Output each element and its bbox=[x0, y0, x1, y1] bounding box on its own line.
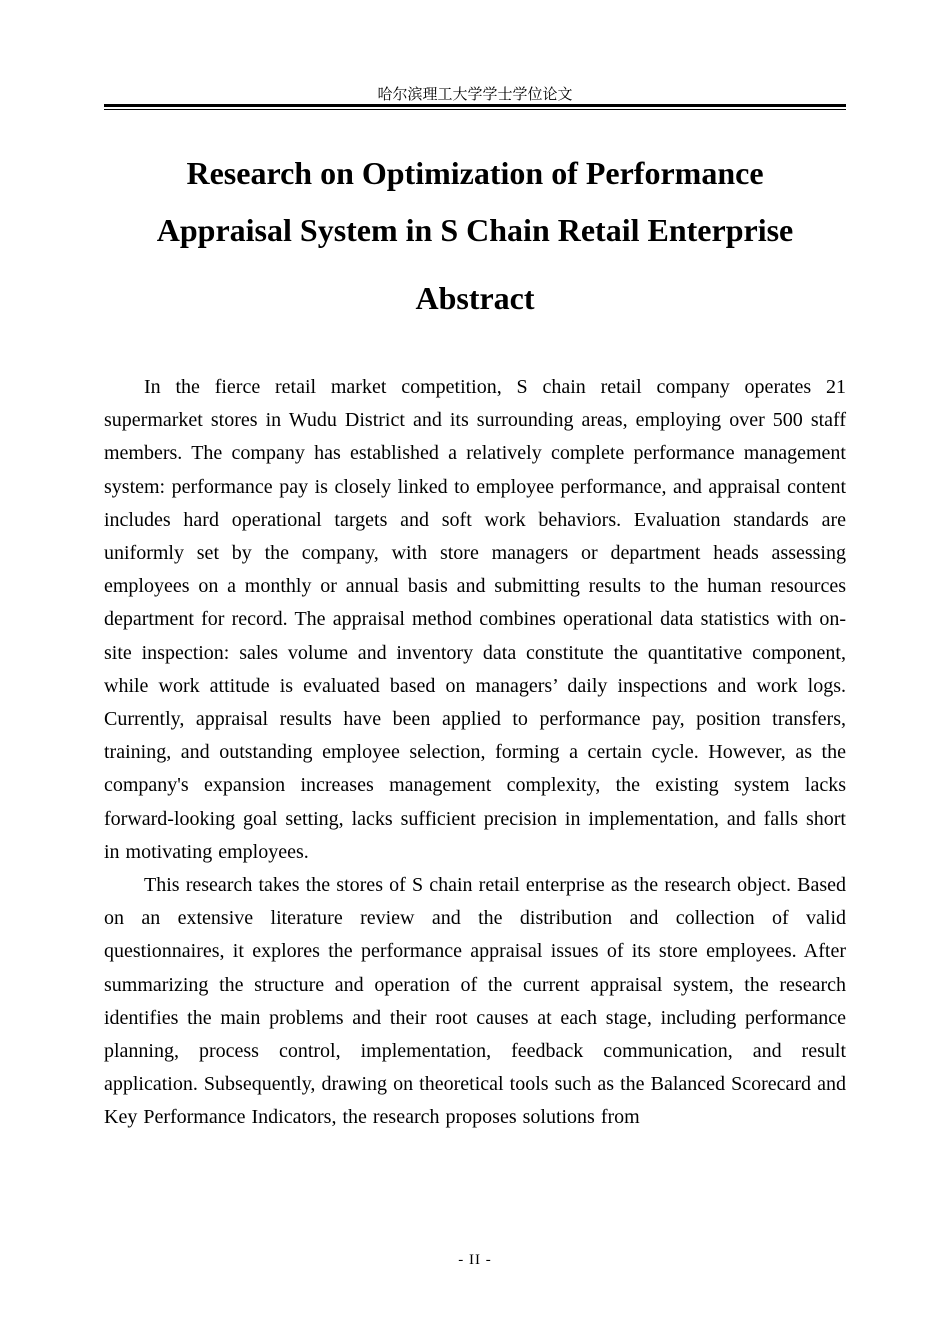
paper-title-line-2: Appraisal System in S Chain Retail Enterprise bbox=[156, 212, 794, 248]
header-rule-thick bbox=[104, 104, 846, 107]
paper-title-line-1: Research on Optimization of Performance bbox=[186, 155, 764, 191]
page-number: - II - bbox=[458, 1252, 492, 1268]
header-rule-thin bbox=[104, 109, 846, 110]
abstract-heading: Abstract bbox=[415, 280, 535, 316]
paper-title bbox=[104, 145, 846, 259]
abstract-body bbox=[104, 371, 846, 1135]
running-header: 哈尔滨理工大学学士学位论文 bbox=[377, 85, 573, 103]
abstract-paragraph-1: In the fierce retail market competition, S chain retail company operates 21 supermarket stores in Wudu District and its surrounding areas, employing over 500 staff members. The company has established a relatively complete performance management system: performance pay is closely linked to employee performance, and appraisal content includes hard operational targets and soft work behaviors. Evaluation standards are uniformly set by the company, with store managers or department heads assessing employees on a monthly or annual basis and submitting results to the human resources department for record. The appraisal method combines operational data statistics with on-site inspection: sales volume and inventory data constitute the quantitative component, while work attitude is evaluated based on managers’ daily inspections and work logs. Currently, appraisal results have been applied to performance pay, position transfers, training, and outstanding employee selection, forming a certain cycle. However, as the company's expansion increases management complexity, the existing system lacks forward-looking goal setting, lacks sufficient precision in implementation, and falls short in motivating employees. bbox=[104, 376, 846, 863]
abstract-paragraph-2: This research takes the stores of S chain retail enterprise as the research object. Based on an extensive literature review and the distribution and collection of valid questionnaires, it explores the performance appraisal issues of its store employees. After summarizing the structure and operation of the current appraisal system, the research identifies the main problems and their root causes at each stage, including performance planning, process control, implementation, feedback communication, and result application. Subsequently, drawing on theoretical tools such as the Balanced Scorecard and Key Performance Indicators, the research proposes solutions from bbox=[104, 874, 846, 1129]
